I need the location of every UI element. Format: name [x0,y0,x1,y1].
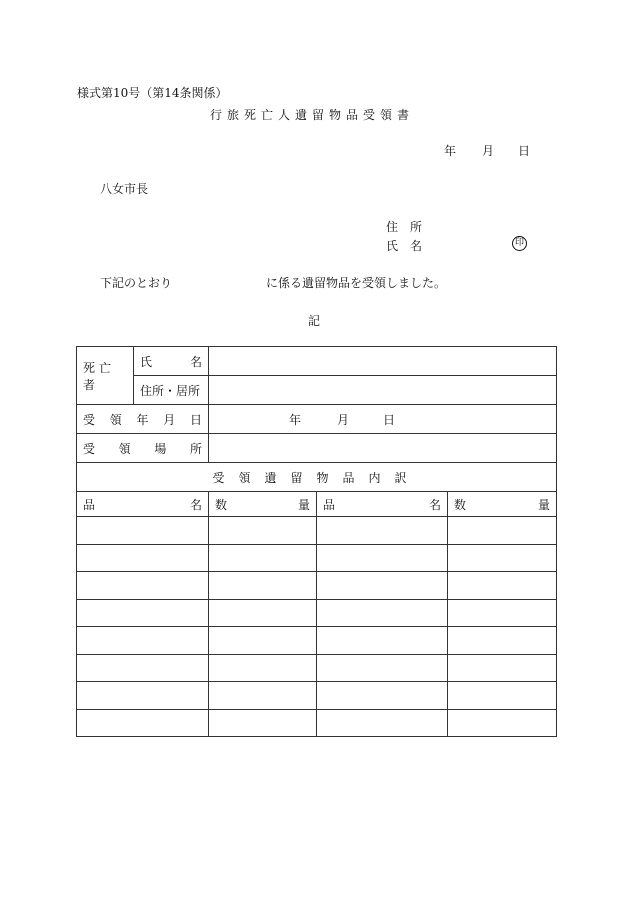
item-name-cell[interactable] [77,599,209,627]
items-header-row [77,492,557,517]
item-quantity-cell[interactable] [209,627,317,655]
statement-suffix: に係る遺留物品を受領しました。 [266,276,447,290]
statement-prefix: 下記のとおり [100,276,173,290]
table-row [77,434,557,463]
col-quantity-1: 数 量 [209,492,317,517]
item-name-cell[interactable] [317,544,448,572]
item-quantity-cell[interactable] [209,544,317,572]
item-name-cell[interactable] [317,654,448,682]
table-row [77,627,557,655]
item-quantity-cell[interactable] [209,654,317,682]
issue-date [444,142,530,159]
item-quantity-cell[interactable] [448,599,557,627]
date-year-label: 年 [444,144,457,158]
items-table [76,491,557,737]
item-quantity-cell[interactable] [448,517,557,545]
table-row [77,709,557,737]
deceased-label: 死亡者 [77,347,134,405]
item-quantity-cell[interactable] [209,517,317,545]
item-quantity-cell[interactable] [209,709,317,737]
applicant-name-label: 氏名 [386,239,435,253]
item-name-cell[interactable] [77,627,209,655]
item-name-cell[interactable] [317,599,448,627]
item-quantity-cell[interactable] [448,572,557,600]
item-quantity-cell[interactable] [209,572,317,600]
item-name-cell[interactable] [317,682,448,710]
col-item-name-2: 品 名 [317,492,448,517]
table-row [77,572,557,600]
item-quantity-cell[interactable] [448,654,557,682]
receipt-place-label: 受 領 場 所 [77,434,209,463]
item-quantity-cell[interactable] [448,627,557,655]
item-rows [77,517,557,737]
name-label-cell: 氏 名 [134,347,209,376]
item-name-cell[interactable] [77,709,209,737]
date-month-label: 月 [482,144,495,158]
table-row [77,376,557,405]
item-name-cell[interactable] [77,517,209,545]
item-name-cell[interactable] [317,517,448,545]
item-name-cell[interactable] [77,654,209,682]
breakdown-title: 受領遺留物品内訳 [77,463,557,492]
item-quantity-cell[interactable] [448,682,557,710]
item-name-cell[interactable] [317,627,448,655]
receipt-date-label: 受 領 年 月 日 [77,405,209,434]
deceased-name-field[interactable] [209,347,557,376]
item-name-cell[interactable] [77,572,209,600]
col-item-name-1: 品 名 [77,492,209,517]
seal-mark-icon: 印 [512,236,527,251]
item-name-cell[interactable] [317,709,448,737]
table-row [77,654,557,682]
deceased-residence-field[interactable] [209,376,557,405]
receipt-date-field[interactable]: 年 月 日 [209,405,557,434]
table-row [77,544,557,572]
addressee: 八女市長 [100,182,149,196]
table-row [77,682,557,710]
receipt-place-field[interactable] [209,434,557,463]
item-quantity-cell[interactable] [448,709,557,737]
applicant-address-label: 住所 [386,220,435,234]
form-number: 様式第10号（第14条関係） [77,86,228,100]
col-quantity-2: 数 量 [448,492,557,517]
table-row [77,347,557,376]
date-day-label: 日 [518,144,531,158]
receipt-table [76,346,557,492]
table-row [77,517,557,545]
residence-label-cell: 住所・居所 [134,376,209,405]
item-quantity-cell[interactable] [448,544,557,572]
item-name-cell[interactable] [77,544,209,572]
item-name-cell[interactable] [77,682,209,710]
item-quantity-cell[interactable] [209,682,317,710]
item-name-cell[interactable] [317,572,448,600]
table-row [77,463,557,492]
table-row [77,599,557,627]
item-quantity-cell[interactable] [209,599,317,627]
ki-heading: 記 [308,314,321,328]
table-row [77,405,557,434]
document-title: 行旅死亡人遺留物品受領書 [210,108,415,122]
